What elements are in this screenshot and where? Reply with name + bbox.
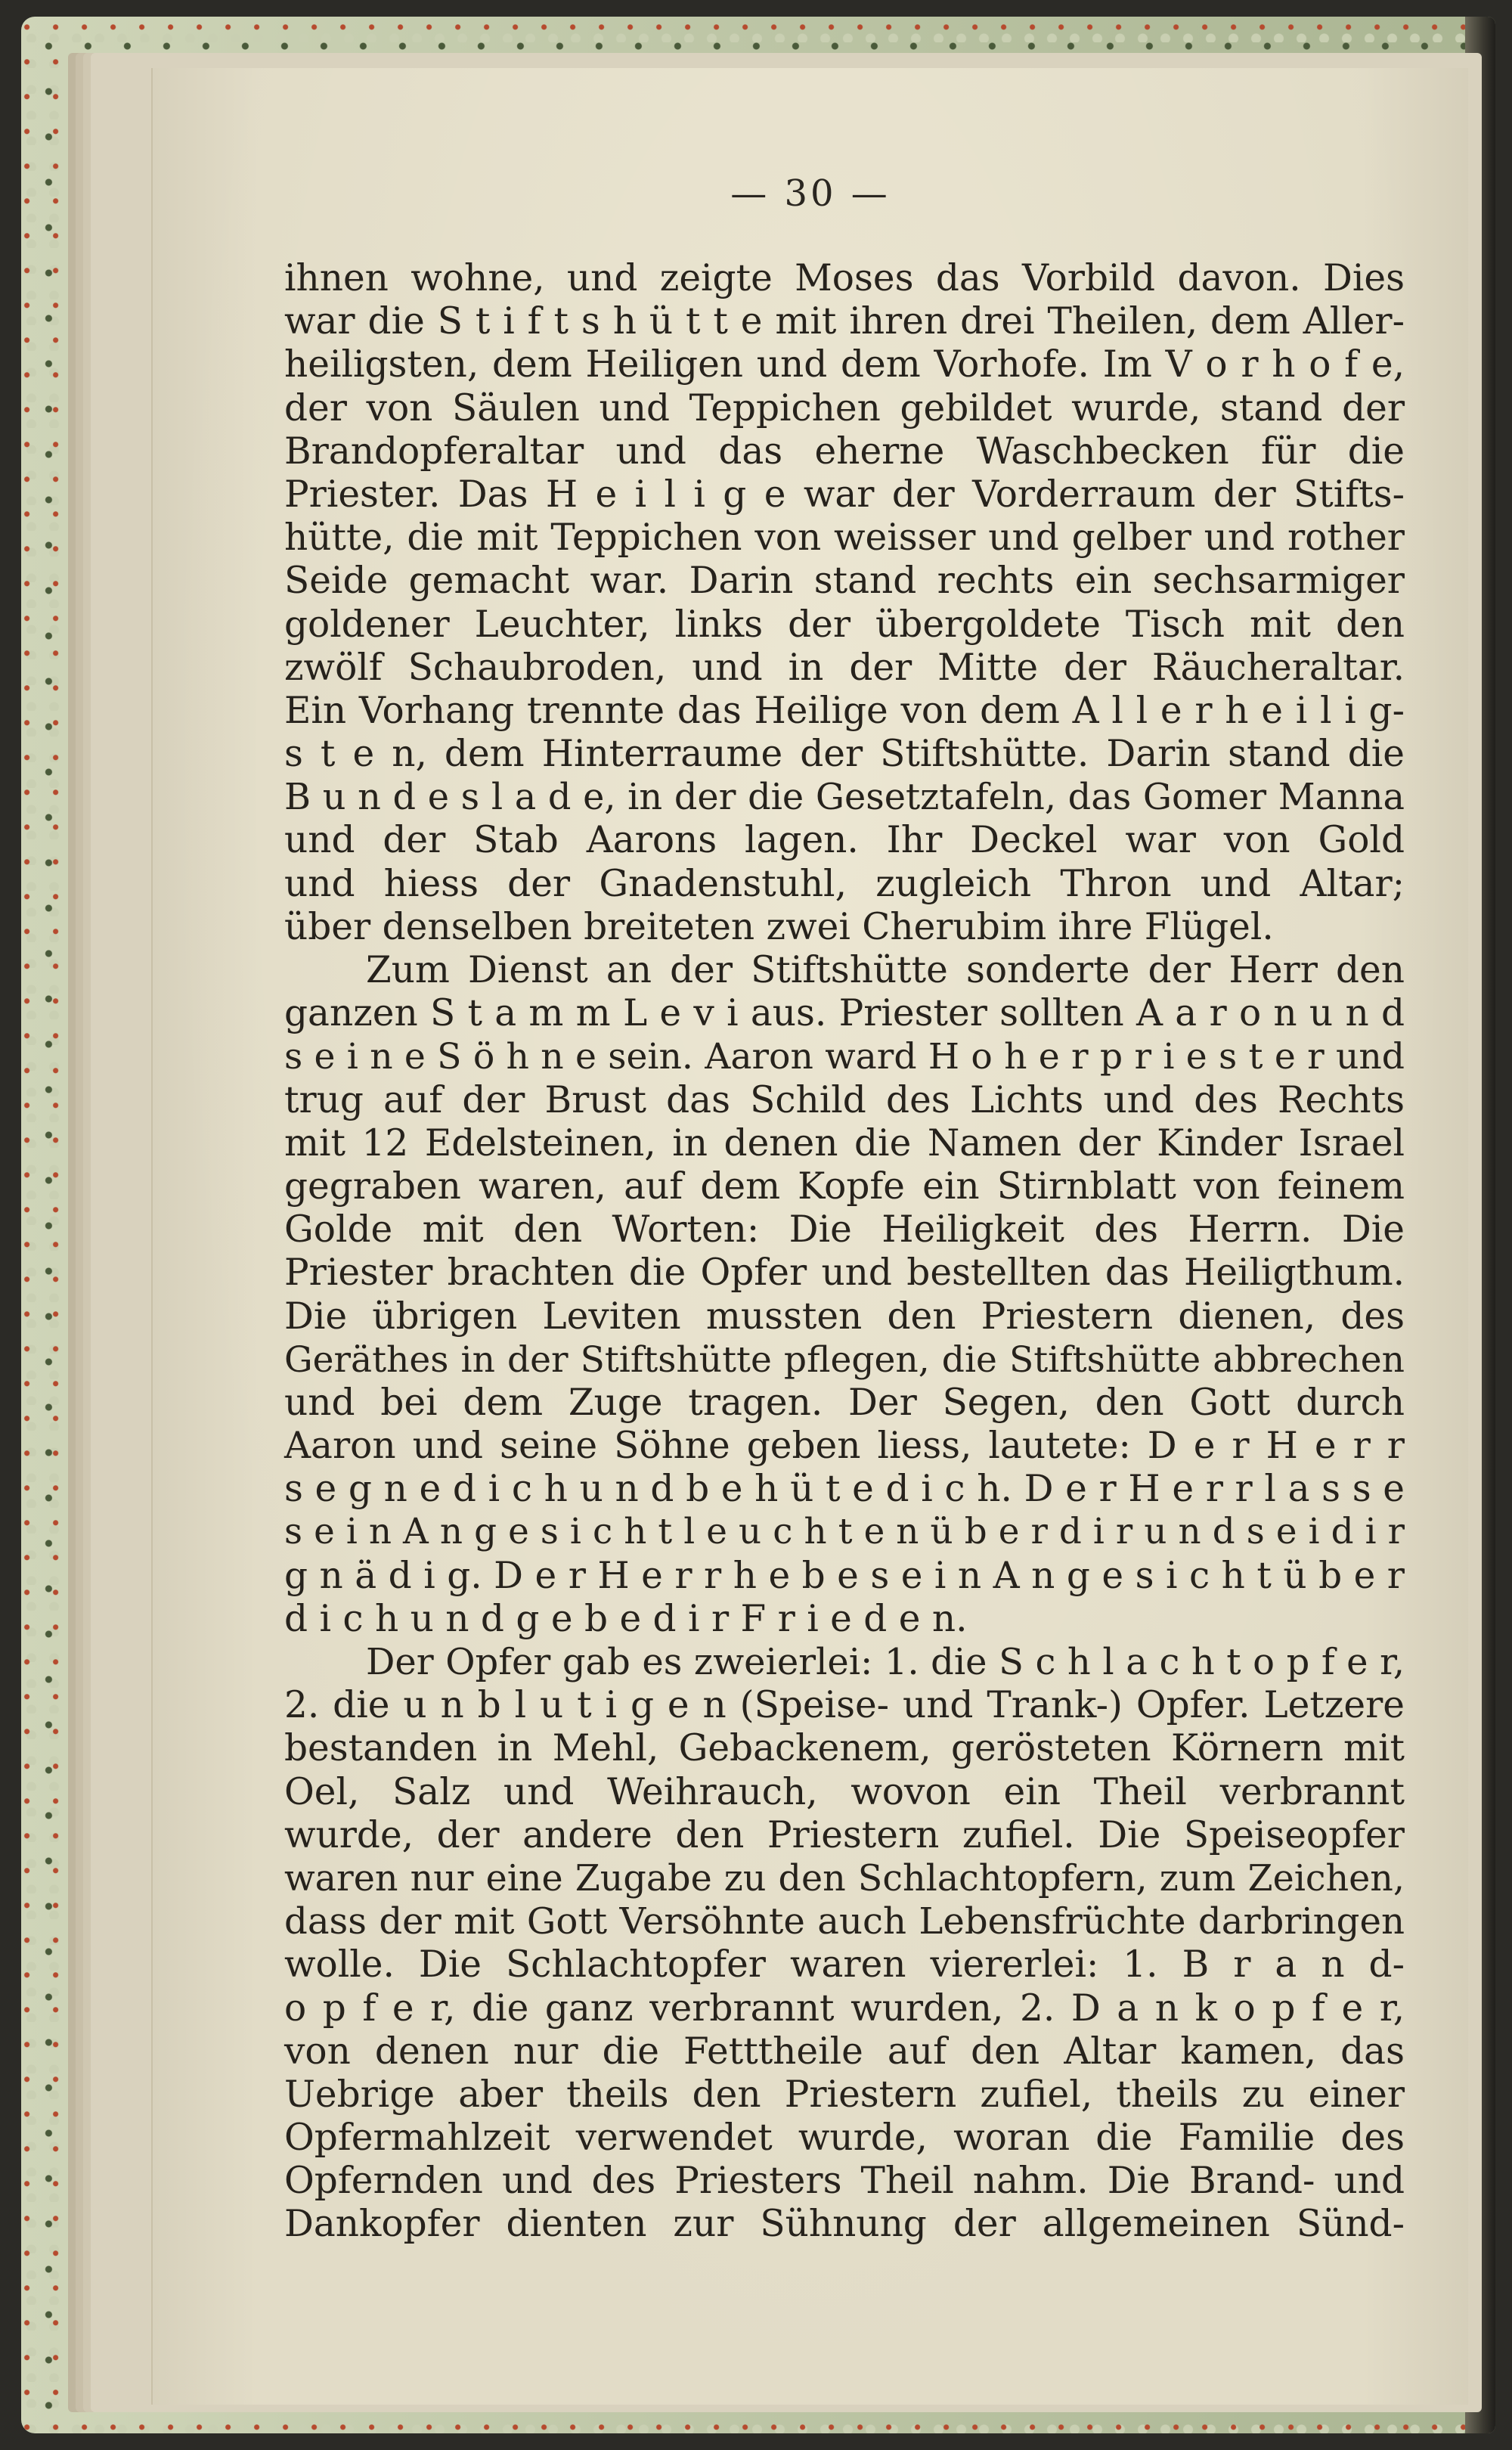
- text-line: s e g n e d i c h u n d b e h ü t e d i c h. D e r H e r r l a s s e: [284, 1468, 1405, 1511]
- text-line: ihnen wohne, und zeigte Moses das Vorbild davon. Dies: [284, 257, 1405, 299]
- page-number: — 30 —: [730, 172, 891, 215]
- text-line: und hiess der Gnadenstuhl, zugleich Thron und Altar;: [284, 862, 1405, 905]
- text-line: s t e n, dem Hinterraume der Stiftshütte. Darin stand die: [284, 733, 1405, 776]
- text-line: bestanden in Mehl, Gebackenem, gerösteten Körnern mit: [284, 1727, 1405, 1770]
- text-line: zwölf Schaubroden, und in der Mitte der Räucheraltar.: [284, 646, 1405, 689]
- text-line: Die übrigen Leviten mussten den Priestern dienen, des: [284, 1295, 1405, 1338]
- text-line: Oel, Salz und Weihrauch, wovon ein Theil verbrannt: [284, 1770, 1405, 1813]
- text-line: wurde, der andere den Priestern zufiel. Die Speiseopfer: [284, 1813, 1405, 1856]
- text-line: Ein Vorhang trennte das Heilige von dem A l l e r h e i l i g-: [284, 689, 1405, 732]
- text-line: heiligsten, dem Heiligen und dem Vorhofe. Im V o r h o f e,: [284, 343, 1405, 386]
- text-line: s e i n e S ö h n e sein. Aaron ward H o h e r p r i e s t e r und: [284, 1036, 1405, 1078]
- text-line: Seide gemacht war. Darin stand rechts ein sechsarmiger: [284, 560, 1405, 603]
- text-line: Zum Dienst an der Stiftshütte sonderte der Herr den: [366, 949, 1405, 991]
- text-line: Opfermahlzeit verwendet wurde, woran die Familie des: [284, 2117, 1405, 2160]
- text-line: Der Opfer gab es zweierlei: 1. die S c h l a c h t o p f e r,: [366, 1642, 1405, 1683]
- text-line: Brandopferaltar und das eherne Waschbecken für die: [284, 430, 1405, 473]
- text-line: hütte, die mit Teppichen von weisser und gelber und rother: [284, 516, 1405, 560]
- text-line: dass der mit Gott Versöhnte auch Lebensfrüchte darbringen: [284, 1900, 1405, 1943]
- text-line: d i c h u n d g e b e d i r F r i e d e n.: [284, 1597, 968, 1640]
- text-line: gegraben waren, auf dem Kopfe ein Stirnblatt von feinem: [284, 1165, 1405, 1208]
- text-line: und bei dem Zuge tragen. Der Segen, den Gott durch: [284, 1381, 1405, 1424]
- text-line: Uebrige aber theils den Priestern zufiel, theils zu einer: [284, 2073, 1405, 2116]
- text-line: ganzen S t a m m L e v i aus. Priester sollten A a r o n u n d: [284, 992, 1405, 1035]
- text-line: Golde mit den Worten: Die Heiligkeit des Herrn. Die: [284, 1208, 1405, 1251]
- text-line: g n ä d i g. D e r H e r r h e b e s e i n A n g e s i c h t ü b e r: [284, 1554, 1405, 1597]
- text-line: o p f e r, die ganz verbrannt wurden, 2. D a n k o p f e r,: [284, 1986, 1405, 2030]
- text-line: wolle. Die Schlachtopfer waren viererlei: 1. B r a n d-: [284, 1943, 1405, 1986]
- text-line: war die S t i f t s h ü t t e mit ihren drei Theilen, dem Aller-: [284, 300, 1405, 343]
- text-line: trug auf der Brust das Schild des Lichts und des Rechts: [284, 1078, 1405, 1121]
- text-line: waren nur eine Zugabe zu den Schlachtopfern, zum Zeichen,: [284, 1857, 1405, 1900]
- text-line: B u n d e s l a d e, in der die Gesetztafeln, das Gomer Manna: [284, 777, 1405, 819]
- text-line: von denen nur die Fetttheile auf den Altar kamen, das: [284, 2030, 1405, 2073]
- text-line: goldener Leuchter, links der übergoldete Tisch mit den: [284, 603, 1405, 646]
- text-line: s e i n A n g e s i c h t l e u c h t e n ü b e r d i r u n d s e i d i r: [284, 1512, 1405, 1553]
- text-line: und der Stab Aarons lagen. Ihr Deckel war von Gold: [284, 819, 1405, 862]
- text-line: über denselben breiteten zwei Cherubim ihre Flügel.: [284, 905, 1274, 948]
- text-line: mit 12 Edelsteinen, in denen die Namen der Kinder Israel: [284, 1121, 1405, 1165]
- page-text: [284, 257, 1405, 2247]
- text-line: Dankopfer dienten zur Sühnung der allgemeinen Sünd-: [284, 2203, 1405, 2246]
- text-line: Priester brachten die Opfer und bestellten das Heiligthum.: [284, 1251, 1405, 1295]
- text-line: Priester. Das H e i l i g e war der Vorderraum der Stifts-: [284, 473, 1405, 516]
- text-line: Geräthes in der Stiftshütte pflegen, die Stiftshütte abbrechen: [284, 1338, 1405, 1381]
- text-line: Opfernden und des Priesters Theil nahm. Die Brand- und: [284, 2160, 1405, 2203]
- text-line: der von Säulen und Teppichen gebildet wurde, stand der: [284, 386, 1405, 430]
- text-line: Aaron und seine Söhne geben liess, lautete: D e r H e r r: [284, 1425, 1405, 1468]
- book-page: [151, 68, 1468, 2405]
- text-line: 2. die u n b l u t i g e n (Speise- und Trank-) Opfer. Letzere: [284, 1684, 1405, 1727]
